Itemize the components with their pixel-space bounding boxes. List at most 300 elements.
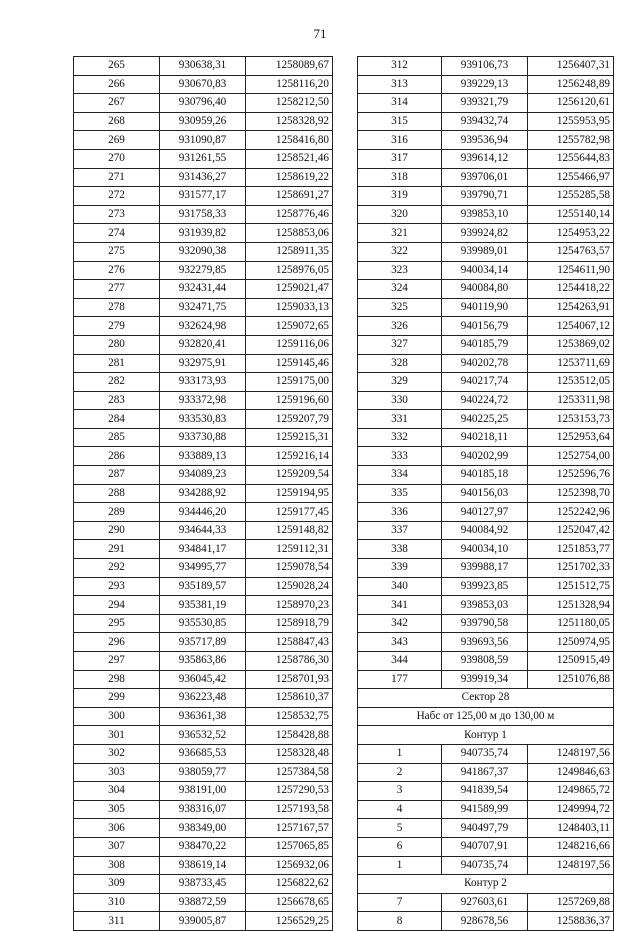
point-number-cell: 287 — [74, 466, 160, 485]
left-table-row — [74, 187, 333, 206]
x-coordinate-cell: 927603,61 — [442, 893, 528, 912]
point-number-cell: 323 — [358, 261, 442, 280]
y-coordinate-cell: 1250915,49 — [528, 652, 614, 671]
point-number-cell: 269 — [74, 131, 160, 150]
right-table-row — [358, 633, 614, 652]
y-coordinate-cell: 1254953,22 — [528, 224, 614, 243]
x-coordinate-cell: 941867,37 — [442, 763, 528, 782]
contour-1-row — [358, 782, 614, 801]
y-coordinate-cell: 1258610,37 — [246, 689, 333, 708]
y-coordinate-cell: 1254418,22 — [528, 280, 614, 299]
contour-1-row — [358, 744, 614, 763]
left-table-row — [74, 596, 333, 615]
point-number-cell: 326 — [358, 317, 442, 336]
x-coordinate-cell: 940735,74 — [442, 856, 528, 875]
x-coordinate-cell: 938872,59 — [160, 893, 246, 912]
left-table-row — [74, 57, 333, 76]
x-coordinate-cell: 939106,73 — [442, 57, 528, 76]
point-number-cell: 273 — [74, 205, 160, 224]
point-number-cell: 2 — [358, 763, 442, 782]
right-table-row — [358, 149, 614, 168]
right-table-row — [358, 503, 614, 522]
y-coordinate-cell: 1259072,65 — [246, 317, 333, 336]
point-number-cell: 318 — [358, 168, 442, 187]
y-coordinate-cell: 1252398,70 — [528, 484, 614, 503]
point-number-cell: 333 — [358, 447, 442, 466]
x-coordinate-cell: 935189,57 — [160, 577, 246, 596]
x-coordinate-cell: 941589,99 — [442, 800, 528, 819]
x-coordinate-cell: 938733,45 — [160, 875, 246, 894]
y-coordinate-cell: 1258836,37 — [528, 912, 614, 931]
contour-2-title-row — [358, 875, 614, 894]
point-number-cell: 295 — [74, 614, 160, 633]
y-coordinate-cell: 1258776,46 — [246, 205, 333, 224]
contour-1-row — [358, 800, 614, 819]
point-number-cell: 331 — [358, 410, 442, 429]
left-table-row — [74, 335, 333, 354]
point-number-cell: 5 — [358, 819, 442, 838]
y-coordinate-cell: 1257167,57 — [246, 819, 333, 838]
x-coordinate-cell: 939432,74 — [442, 112, 528, 131]
x-coordinate-cell: 939853,03 — [442, 596, 528, 615]
x-coordinate-cell: 940084,92 — [442, 521, 528, 540]
x-coordinate-cell: 934288,92 — [160, 484, 246, 503]
right-table-row — [358, 373, 614, 392]
right-table-row — [358, 112, 614, 131]
point-number-cell: 307 — [74, 837, 160, 856]
y-coordinate-cell: 1255466,97 — [528, 168, 614, 187]
point-number-cell: 276 — [74, 261, 160, 280]
left-table-row — [74, 75, 333, 94]
y-coordinate-cell: 1256120,61 — [528, 94, 614, 113]
point-number-cell: 309 — [74, 875, 160, 894]
left-table-row — [74, 744, 333, 763]
point-number-cell: 1 — [358, 856, 442, 875]
point-number-cell: 265 — [74, 57, 160, 76]
point-number-cell: 288 — [74, 484, 160, 503]
y-coordinate-cell: 1258328,92 — [246, 112, 333, 131]
y-coordinate-cell: 1257384,58 — [246, 763, 333, 782]
point-number-cell: 286 — [74, 447, 160, 466]
point-number-cell: 7 — [358, 893, 442, 912]
y-coordinate-cell: 1252242,96 — [528, 503, 614, 522]
y-coordinate-cell: 1258116,20 — [246, 75, 333, 94]
right-table-row — [358, 614, 614, 633]
y-coordinate-cell: 1255140,14 — [528, 205, 614, 224]
x-coordinate-cell: 940034,14 — [442, 261, 528, 280]
y-coordinate-cell: 1249994,72 — [528, 800, 614, 819]
y-coordinate-cell: 1253711,69 — [528, 354, 614, 373]
y-coordinate-cell: 1258521,46 — [246, 149, 333, 168]
x-coordinate-cell: 940217,74 — [442, 373, 528, 392]
x-coordinate-cell: 940707,91 — [442, 837, 528, 856]
x-coordinate-cell: 938349,00 — [160, 819, 246, 838]
x-coordinate-cell: 940202,99 — [442, 447, 528, 466]
left-table-row — [74, 670, 333, 689]
right-table-row — [358, 521, 614, 540]
point-number-cell: 283 — [74, 391, 160, 410]
y-coordinate-cell: 1251702,33 — [528, 559, 614, 578]
x-coordinate-cell: 936361,38 — [160, 707, 246, 726]
y-coordinate-cell: 1258691,27 — [246, 187, 333, 206]
right-table-row — [358, 447, 614, 466]
y-coordinate-cell: 1259148,82 — [246, 521, 333, 540]
y-coordinate-cell: 1259028,24 — [246, 577, 333, 596]
point-number-cell: 301 — [74, 726, 160, 745]
y-coordinate-cell: 1258416,80 — [246, 131, 333, 150]
x-coordinate-cell: 940185,79 — [442, 335, 528, 354]
y-coordinate-cell: 1258428,88 — [246, 726, 333, 745]
right-table-row — [358, 391, 614, 410]
left-table-row — [74, 633, 333, 652]
right-table-row — [358, 131, 614, 150]
point-number-cell: 291 — [74, 540, 160, 559]
point-number-cell: 3 — [358, 782, 442, 801]
y-coordinate-cell: 1255782,98 — [528, 131, 614, 150]
x-coordinate-cell: 930670,83 — [160, 75, 246, 94]
y-coordinate-cell: 1258918,79 — [246, 614, 333, 633]
point-number-cell: 285 — [74, 428, 160, 447]
x-coordinate-cell: 931939,82 — [160, 224, 246, 243]
right-table-row — [358, 484, 614, 503]
left-table-row — [74, 261, 333, 280]
left-table-row — [74, 893, 333, 912]
left-table-row — [74, 614, 333, 633]
point-number-cell: 344 — [358, 652, 442, 671]
y-coordinate-cell: 1249846,63 — [528, 763, 614, 782]
y-coordinate-cell: 1259116,06 — [246, 335, 333, 354]
point-number-cell: 274 — [74, 224, 160, 243]
right-table-row — [358, 94, 614, 113]
x-coordinate-cell: 939706,01 — [442, 168, 528, 187]
right-table-row — [358, 205, 614, 224]
point-number-cell: 339 — [358, 559, 442, 578]
left-table-body — [74, 57, 333, 931]
right-table-row — [358, 559, 614, 578]
y-coordinate-cell: 1249865,72 — [528, 782, 614, 801]
right-table-row — [358, 242, 614, 261]
x-coordinate-cell: 933889,13 — [160, 447, 246, 466]
contour-2-row — [358, 893, 614, 912]
x-coordinate-cell: 931577,17 — [160, 187, 246, 206]
x-coordinate-cell: 939790,71 — [442, 187, 528, 206]
x-coordinate-cell: 932624,98 — [160, 317, 246, 336]
left-table-row — [74, 391, 333, 410]
left-table-row — [74, 242, 333, 261]
point-number-cell: 271 — [74, 168, 160, 187]
x-coordinate-cell: 939614,12 — [442, 149, 528, 168]
right-table-row — [358, 187, 614, 206]
y-coordinate-cell: 1258619,22 — [246, 168, 333, 187]
x-coordinate-cell: 935530,85 — [160, 614, 246, 633]
point-number-cell: 6 — [358, 837, 442, 856]
point-number-cell: 279 — [74, 317, 160, 336]
left-table-row — [74, 280, 333, 299]
right-table-row — [358, 466, 614, 485]
left-table-row — [74, 559, 333, 578]
right-table-row — [358, 75, 614, 94]
left-table-row — [74, 112, 333, 131]
y-coordinate-cell: 1252596,76 — [528, 466, 614, 485]
x-coordinate-cell: 932975,91 — [160, 354, 246, 373]
x-coordinate-cell: 931261,55 — [160, 149, 246, 168]
x-coordinate-cell: 934446,20 — [160, 503, 246, 522]
y-coordinate-cell: 1248197,56 — [528, 744, 614, 763]
point-number-cell: 336 — [358, 503, 442, 522]
x-coordinate-cell: 936685,53 — [160, 744, 246, 763]
point-number-cell: 290 — [74, 521, 160, 540]
right-table-row — [358, 168, 614, 187]
y-coordinate-cell: 1258853,06 — [246, 224, 333, 243]
point-number-cell: 311 — [74, 912, 160, 931]
y-coordinate-cell: 1258847,43 — [246, 633, 333, 652]
y-coordinate-cell: 1259216,14 — [246, 447, 333, 466]
y-coordinate-cell: 1258970,23 — [246, 596, 333, 615]
point-number-cell: 4 — [358, 800, 442, 819]
point-number-cell: 297 — [74, 652, 160, 671]
point-number-cell: 314 — [358, 94, 442, 113]
x-coordinate-cell: 932431,44 — [160, 280, 246, 299]
x-coordinate-cell: 934841,17 — [160, 540, 246, 559]
left-table-row — [74, 224, 333, 243]
y-coordinate-cell: 1258911,35 — [246, 242, 333, 261]
y-coordinate-cell: 1251512,75 — [528, 577, 614, 596]
right-table-row — [358, 652, 614, 671]
x-coordinate-cell: 940218,11 — [442, 428, 528, 447]
left-table-row — [74, 466, 333, 485]
point-number-cell: 327 — [358, 335, 442, 354]
y-coordinate-cell: 1254263,91 — [528, 298, 614, 317]
x-coordinate-cell: 940084,80 — [442, 280, 528, 299]
x-coordinate-cell: 935863,86 — [160, 652, 246, 671]
left-table-row — [74, 317, 333, 336]
point-number-cell: 313 — [358, 75, 442, 94]
y-coordinate-cell: 1256678,65 — [246, 893, 333, 912]
y-coordinate-cell: 1248403,11 — [528, 819, 614, 838]
point-number-cell: 321 — [358, 224, 442, 243]
point-number-cell: 324 — [358, 280, 442, 299]
page-number: 71 — [313, 26, 327, 41]
x-coordinate-cell: 938059,77 — [160, 763, 246, 782]
left-table-row — [74, 800, 333, 819]
y-coordinate-cell: 1252953,64 — [528, 428, 614, 447]
y-coordinate-cell: 1258976,05 — [246, 261, 333, 280]
x-coordinate-cell: 940119,90 — [442, 298, 528, 317]
point-number-cell: 292 — [74, 559, 160, 578]
y-coordinate-cell: 1258532,75 — [246, 707, 333, 726]
y-coordinate-cell: 1259112,31 — [246, 540, 333, 559]
x-coordinate-cell: 933173,93 — [160, 373, 246, 392]
right-table-row — [358, 298, 614, 317]
left-coordinates-table — [73, 56, 333, 931]
y-coordinate-cell: 1258786,30 — [246, 652, 333, 671]
left-table-row — [74, 428, 333, 447]
x-coordinate-cell: 930796,40 — [160, 94, 246, 113]
point-number-cell: 341 — [358, 596, 442, 615]
contour-1-title-row — [358, 726, 614, 745]
x-coordinate-cell: 935717,89 — [160, 633, 246, 652]
x-coordinate-cell: 934995,77 — [160, 559, 246, 578]
point-number-cell: 325 — [358, 298, 442, 317]
right-table-row — [358, 577, 614, 596]
y-coordinate-cell: 1248197,56 — [528, 856, 614, 875]
contour-1-row — [358, 837, 614, 856]
left-table-row — [74, 149, 333, 168]
x-coordinate-cell: 932090,38 — [160, 242, 246, 261]
x-coordinate-cell: 940127,97 — [442, 503, 528, 522]
point-number-cell: 270 — [74, 149, 160, 168]
y-coordinate-cell: 1251328,94 — [528, 596, 614, 615]
y-coordinate-cell: 1256248,89 — [528, 75, 614, 94]
x-coordinate-cell: 940034,10 — [442, 540, 528, 559]
y-coordinate-cell: 1255285,58 — [528, 187, 614, 206]
left-table-row — [74, 410, 333, 429]
left-table-row — [74, 205, 333, 224]
point-number-cell: 332 — [358, 428, 442, 447]
point-number-cell: 304 — [74, 782, 160, 801]
point-number-cell: 299 — [74, 689, 160, 708]
right-table-row — [358, 670, 614, 689]
x-coordinate-cell: 939853,10 — [442, 205, 528, 224]
point-number-cell: 293 — [74, 577, 160, 596]
y-coordinate-cell: 1252047,42 — [528, 521, 614, 540]
point-number-cell: 315 — [358, 112, 442, 131]
y-coordinate-cell: 1259194,95 — [246, 484, 333, 503]
y-coordinate-cell: 1253311,98 — [528, 391, 614, 410]
left-table-row — [74, 726, 333, 745]
y-coordinate-cell: 1259215,31 — [246, 428, 333, 447]
x-coordinate-cell: 939808,59 — [442, 652, 528, 671]
x-coordinate-cell: 931758,33 — [160, 205, 246, 224]
y-coordinate-cell: 1256407,31 — [528, 57, 614, 76]
point-number-cell: 312 — [358, 57, 442, 76]
contour-1-row — [358, 819, 614, 838]
y-coordinate-cell: 1256529,25 — [246, 912, 333, 931]
point-number-cell: 289 — [74, 503, 160, 522]
x-coordinate-cell: 940185,18 — [442, 466, 528, 485]
point-number-cell: 330 — [358, 391, 442, 410]
point-number-cell: 338 — [358, 540, 442, 559]
point-number-cell: 266 — [74, 75, 160, 94]
point-number-cell: 334 — [358, 466, 442, 485]
right-table-row — [358, 261, 614, 280]
point-number-cell: 329 — [358, 373, 442, 392]
x-coordinate-cell: 939229,13 — [442, 75, 528, 94]
x-coordinate-cell: 938316,07 — [160, 800, 246, 819]
y-coordinate-cell: 1253512,05 — [528, 373, 614, 392]
right-table-row — [358, 410, 614, 429]
y-coordinate-cell: 1259209,54 — [246, 466, 333, 485]
x-coordinate-cell: 939923,85 — [442, 577, 528, 596]
x-coordinate-cell: 936223,48 — [160, 689, 246, 708]
point-number-cell: 342 — [358, 614, 442, 633]
y-coordinate-cell: 1256822,62 — [246, 875, 333, 894]
left-table-row — [74, 131, 333, 150]
point-number-cell: 308 — [74, 856, 160, 875]
right-table-row — [358, 596, 614, 615]
x-coordinate-cell: 938191,00 — [160, 782, 246, 801]
x-coordinate-cell: 934644,33 — [160, 521, 246, 540]
x-coordinate-cell: 933730,88 — [160, 428, 246, 447]
left-table-row — [74, 447, 333, 466]
x-coordinate-cell: 932279,85 — [160, 261, 246, 280]
right-table-row — [358, 335, 614, 354]
point-number-cell: 337 — [358, 521, 442, 540]
point-number-cell: 294 — [74, 596, 160, 615]
y-coordinate-cell: 1248216,66 — [528, 837, 614, 856]
point-number-cell: 300 — [74, 707, 160, 726]
right-table-body — [358, 57, 614, 931]
point-number-cell: 310 — [74, 893, 160, 912]
x-coordinate-cell: 939321,79 — [442, 94, 528, 113]
y-coordinate-cell: 1259078,54 — [246, 559, 333, 578]
point-number-cell: 277 — [74, 280, 160, 299]
y-coordinate-cell: 1258328,48 — [246, 744, 333, 763]
y-coordinate-cell: 1253869,02 — [528, 335, 614, 354]
point-number-cell: 275 — [74, 242, 160, 261]
point-number-cell: 306 — [74, 819, 160, 838]
x-coordinate-cell: 930959,26 — [160, 112, 246, 131]
point-number-cell: 272 — [74, 187, 160, 206]
x-coordinate-cell: 928678,56 — [442, 912, 528, 931]
point-number-cell: 282 — [74, 373, 160, 392]
point-number-cell: 281 — [74, 354, 160, 373]
left-table-row — [74, 168, 333, 187]
point-number-cell: 268 — [74, 112, 160, 131]
x-coordinate-cell: 930638,31 — [160, 57, 246, 76]
point-number-cell: 280 — [74, 335, 160, 354]
point-number-cell: 316 — [358, 131, 442, 150]
x-coordinate-cell: 939693,56 — [442, 633, 528, 652]
y-coordinate-cell: 1255953,95 — [528, 112, 614, 131]
x-coordinate-cell: 939005,87 — [160, 912, 246, 931]
y-coordinate-cell: 1259033,13 — [246, 298, 333, 317]
x-coordinate-cell: 934089,23 — [160, 466, 246, 485]
y-coordinate-cell: 1259021,47 — [246, 280, 333, 299]
x-coordinate-cell: 939536,94 — [442, 131, 528, 150]
x-coordinate-cell: 938619,14 — [160, 856, 246, 875]
point-number-cell: 303 — [74, 763, 160, 782]
y-coordinate-cell: 1251076,88 — [528, 670, 614, 689]
x-coordinate-cell: 931090,87 — [160, 131, 246, 150]
x-coordinate-cell: 940224,72 — [442, 391, 528, 410]
point-number-cell: 317 — [358, 149, 442, 168]
point-number-cell: 1 — [358, 744, 442, 763]
right-table-row — [358, 317, 614, 336]
x-coordinate-cell: 940735,74 — [442, 744, 528, 763]
y-coordinate-cell: 1254763,57 — [528, 242, 614, 261]
point-number-cell: 278 — [74, 298, 160, 317]
y-coordinate-cell: 1259145,46 — [246, 354, 333, 373]
y-coordinate-cell: 1254067,12 — [528, 317, 614, 336]
left-table-row — [74, 689, 333, 708]
x-coordinate-cell: 940225,25 — [442, 410, 528, 429]
x-coordinate-cell: 940156,03 — [442, 484, 528, 503]
point-number-cell: 177 — [358, 670, 442, 689]
point-number-cell: 296 — [74, 633, 160, 652]
x-coordinate-cell: 932471,75 — [160, 298, 246, 317]
y-coordinate-cell: 1258212,50 — [246, 94, 333, 113]
left-table-row — [74, 354, 333, 373]
point-number-cell: 267 — [74, 94, 160, 113]
left-table-row — [74, 373, 333, 392]
left-table-row — [74, 912, 333, 931]
contour-2-title: Контур 2 — [358, 875, 614, 894]
y-coordinate-cell: 1259177,45 — [246, 503, 333, 522]
y-coordinate-cell: 1257065,85 — [246, 837, 333, 856]
x-coordinate-cell: 931436,27 — [160, 168, 246, 187]
x-coordinate-cell: 936532,52 — [160, 726, 246, 745]
